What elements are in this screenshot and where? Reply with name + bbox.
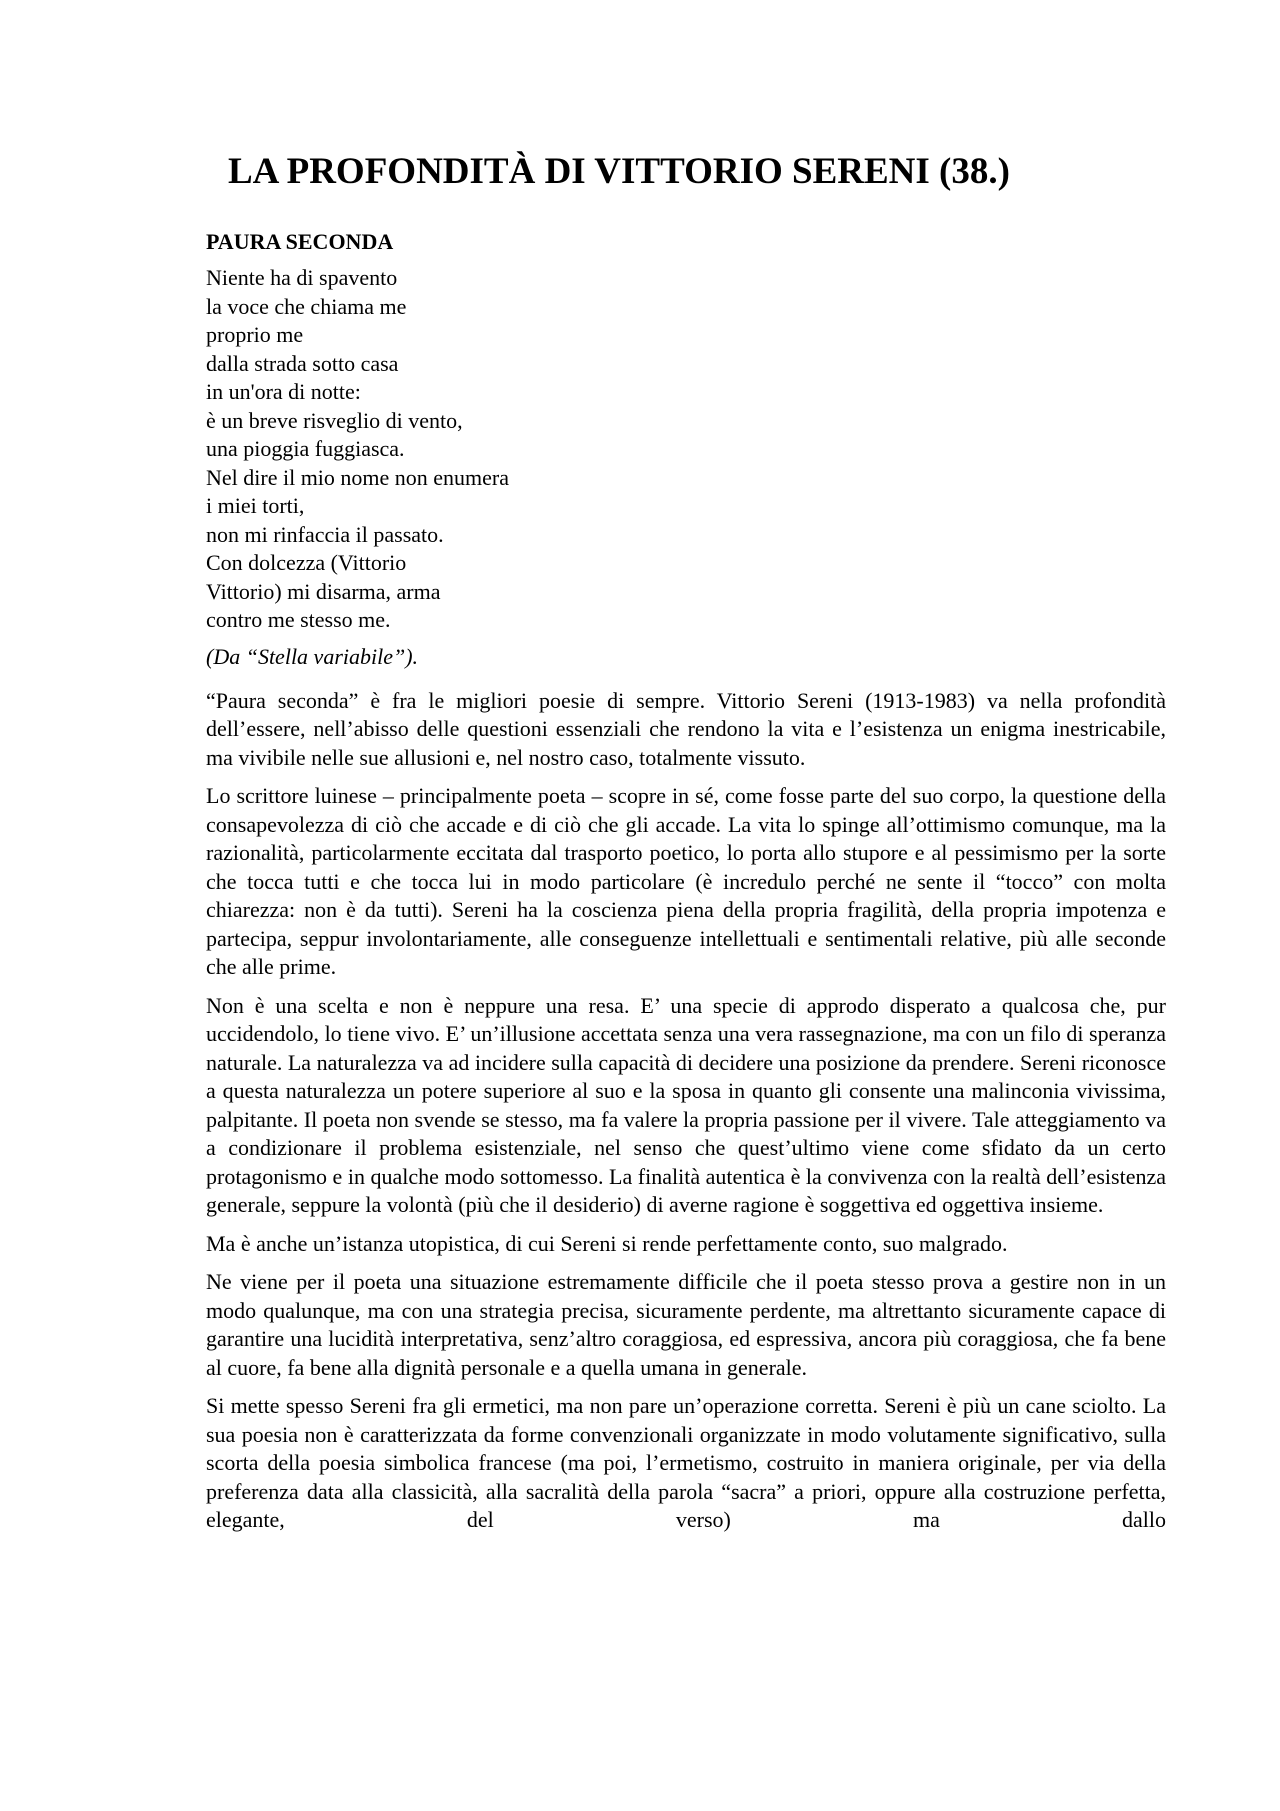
poem-line: è un breve risveglio di vento, — [206, 407, 463, 433]
paragraph: Ne viene per il poeta una situazione estremamente difficile che il poeta stesso prova a gestire non in un modo qualunque, ma con una strategia precisa, sicuramente perdente, ma altrettanto sicuramente capace di garantire una lucidità interpretativa, senz’altro coraggiosa, ed espressiva, ancora più coraggiosa, che fa bene al cuore, fa bene alla dignità personale e a quella umana in generale. — [206, 1269, 1166, 1380]
poem-line: proprio me — [206, 322, 304, 347]
poem-verses — [206, 264, 1166, 635]
poem-line: Con dolcezza (Vittorio — [206, 550, 407, 575]
paragraph: Si mette spesso Sereni fra gli ermetici, ma non pare un’operazione corretta. Sereni è più un cane sciolto. La sua poesia non è caratterizzata da forme convenzionali organizzate in modo volutamente significativo, sulla scorta della poesia simbolica francese (ma poi, l’ermetismo, costruito in maniera originale, per via della preferenza data alla classicità, alla sacralità della parola “sacra” a priori, oppure alla costruzione perfetta, elegante, del verso) ma dallo — [206, 1393, 1166, 1532]
paragraph: Non è una scelta e non è neppure una resa. E’ una specie di approdo disperato a qualcosa che, pur uccidendolo, lo tiene vivo. E’ un’illusione accettata senza una vera rassegnazione, ma con un filo di speranza naturale. La naturalezza va ad incidere sulla capacità di decidere una posizione da prendere. Sereni riconosce a questa naturalezza un potere superiore al suo e la sposa in quanto gli consente una malinconia vivissima, palpitante. Il poeta non svende se stesso, ma fa valere la propria passione per il vivere. Tale atteggiamento va a condizionare il problema esistenziale, nel senso che quest’ultimo viene come sfidato da un certo protagonismo e in qualche modo sottomesso. La finalità autentica è la convivenza con la realtà dell’esistenza generale, seppure la volontà (più che il desiderio) di averne ragione è soggettiva ed oggettiva insieme. — [206, 992, 1166, 1217]
paragraph: “Paura seconda” è fra le migliori poesie di sempre. Vittorio Sereni (1913-1983) va nella profondità dell’essere, nell’abisso delle questioni essenziali che rendono la vita e l’esistenza un enigma inestricabile, ma vivibile nelle sue allusioni e, nel nostro caso, totalmente vissuto. — [206, 687, 1166, 770]
poem-line: in un'ora di notte: — [206, 379, 361, 404]
poem-title: PAURA SECONDA — [206, 229, 394, 254]
poem-line: Nel dire il mio nome non enumera — [206, 464, 510, 490]
document-title: LA PROFONDITÀ DI VITTORIO SERENI (38.) — [228, 151, 1010, 192]
poem-line: contro me stesso me. — [206, 607, 391, 632]
poem-line: dalla strada sotto casa — [206, 350, 399, 376]
poem-line: Vittorio) mi disarma, arma — [206, 578, 441, 604]
poem-line: Niente ha di spavento — [206, 265, 398, 290]
poem-line: la voce che chiama me — [206, 293, 407, 319]
poem-line: i miei torti, — [206, 493, 305, 518]
poem-line: non mi rinfaccia il passato. — [206, 521, 444, 547]
document-page — [206, 150, 1166, 1535]
poem-line: una pioggia fuggiasca. — [206, 436, 405, 461]
paragraph: Ma è anche un’istanza utopistica, di cui Sereni si rende perfettamente conto, suo malgrado. — [206, 1230, 1008, 1256]
poem-source: (Da “Stella variabile”). — [206, 643, 419, 669]
paragraph: Lo scrittore luinese – principalmente poeta – scopre in sé, come fosse parte del suo corpo, la questione della consapevolezza di ciò che accade e di ciò che gli accade. La vita lo spinge all’ottimismo comunque, ma la razionalità, particolarmente eccitata dal trasporto poetico, lo porta allo stupore e al pessimismo per la sorte che tocca tutti e che tocca lui in modo particolare (è incredulo perché ne sente il “tocco” con molta chiarezza: non è da tutti). Sereni ha la coscienza piena della propria fragilità, della propria impotenza e partecipa, seppur involontariamente, alle conseguenze intellettuali e sentimentali relative, più alle seconde che alle prime. — [206, 783, 1166, 979]
